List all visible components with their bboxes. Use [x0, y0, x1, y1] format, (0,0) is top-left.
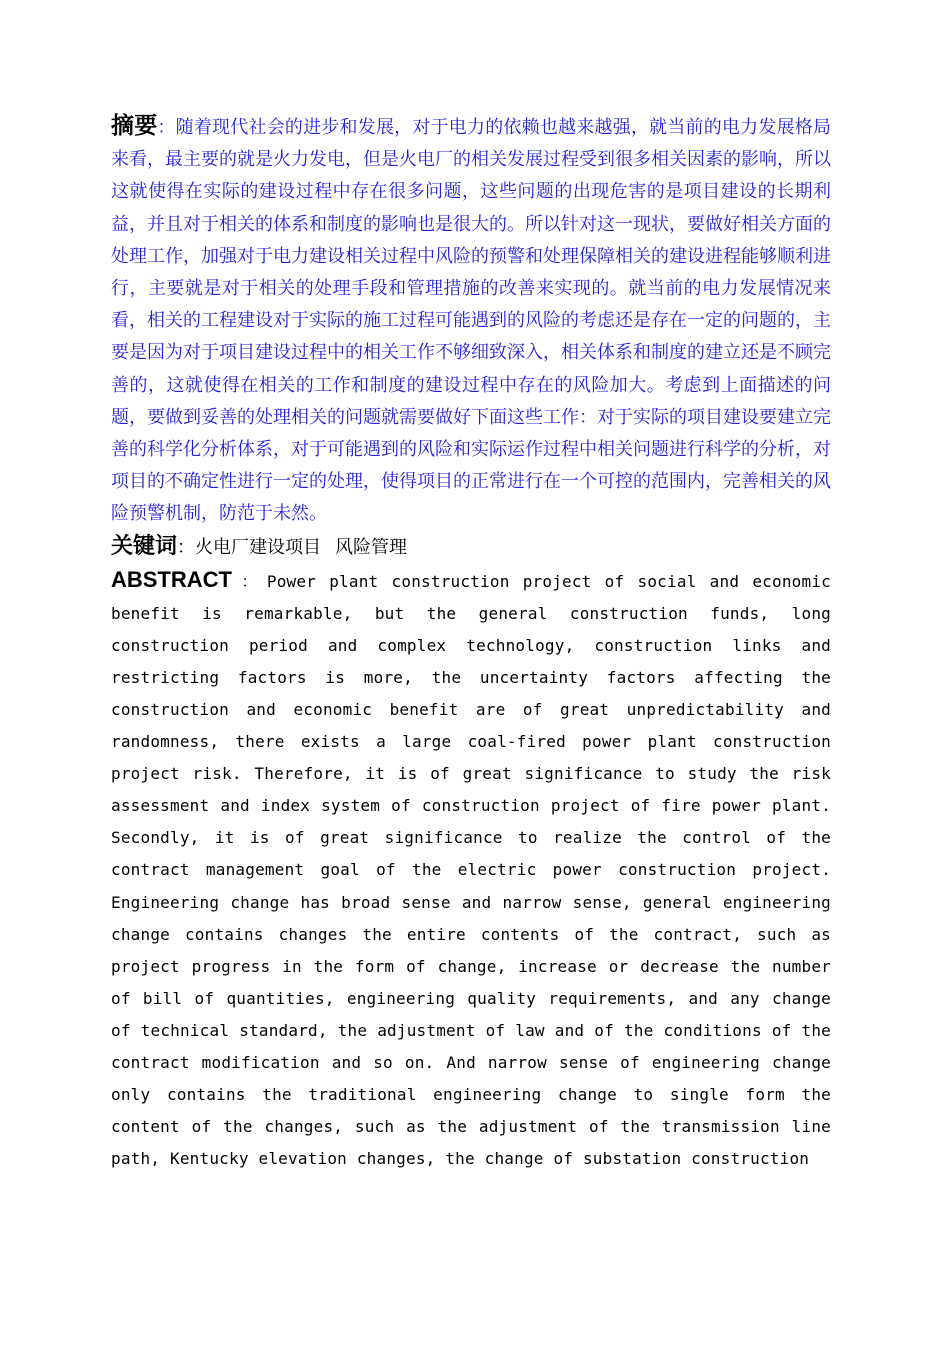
english-abstract-label: ABSTRACT [111, 566, 232, 592]
english-abstract-text: Power plant construction project of social and economic benefit is remarkable, but the general construction funds, long construction period and complex technology, construction links and restricting factors is more, the uncertainty factors affecting the construction and economic benefit are of great unpredictability and randomness, there exists a large coal-fired power plant construction project risk. Therefore, it is of great significance to study the risk assessment and index system of construction project of fire power plant. Secondly, it is of great significance to realize the control of the contract management goal of the electric power construction project. Engineering change has broad sense and narrow sense, general engineering change contains changes the entire contents of the contract, such as project progress in the form of change, increase or decrease the number of bill of quantities, engineering quality requirements, and any change of technical standard, the adjustment of law and of the conditions of the contract modification and so on. And narrow sense of engineering change only contains the traditional engineering change to single form the content of the changes, such as the adjustment of the transmission line path, Kentucky elevation changes, the change of substation construction [111, 571, 832, 1169]
english-abstract-colon: ： [238, 571, 261, 591]
chinese-abstract [111, 110, 831, 531]
english-abstract [111, 564, 831, 1176]
chinese-abstract-colon: ： [157, 117, 176, 138]
keyword-item: 火电厂建设项目 [195, 536, 322, 558]
keyword-item: 风险管理 [335, 536, 408, 558]
keywords-label: 关键词 [111, 533, 178, 559]
document-body [111, 110, 831, 1175]
keywords-line [111, 531, 831, 564]
chinese-abstract-text: 随着现代社会的进步和发展，对于电力的依赖也越来越强，就当前的电力发展格局来看，最主要的就是火力发电，但是火电厂的相关发展过程受到很多相关因素的影响，所以这就使得在实际的建设过程中存在很多问题，这些问题的出现危害的是项目建设的长期利益，并且对于相关的体系和制度的影响也是很大的。所以针对这一现状，要做好相关方面的处理工作，加强对于电力建设相关过程中风险的预警和处理保障相关的建设进程能够顺利进行，主要就是对于相关的处理手段和管理措施的改善来实现的。就当前的电力发展情况来看，相关的工程建设对于实际的施工过程可能遇到的风险的考虑还是存在一定的问题的，主要是因为对于项目建设过程中的相关工作不够细致深入，相关体系和制度的建立还是不顾完善的，这就使得在相关的工作和制度的建设过程中存在的风险加大。考虑到上面描述的问题，要做到妥善的处理相关的问题就需要做好下面这些工作：对于实际的项目建设要建立完善的科学化分析体系，对于可能遇到的风险和实际运作过程中相关问题进行科学的分析，对项目的不确定性进行一定的处理，使得项目的正常进行在一个可控的范围内，完善相关的风险预警机制，防范于未然。 [111, 117, 832, 525]
chinese-abstract-label: 摘要 [111, 113, 158, 139]
keywords-colon: ： [177, 536, 196, 558]
